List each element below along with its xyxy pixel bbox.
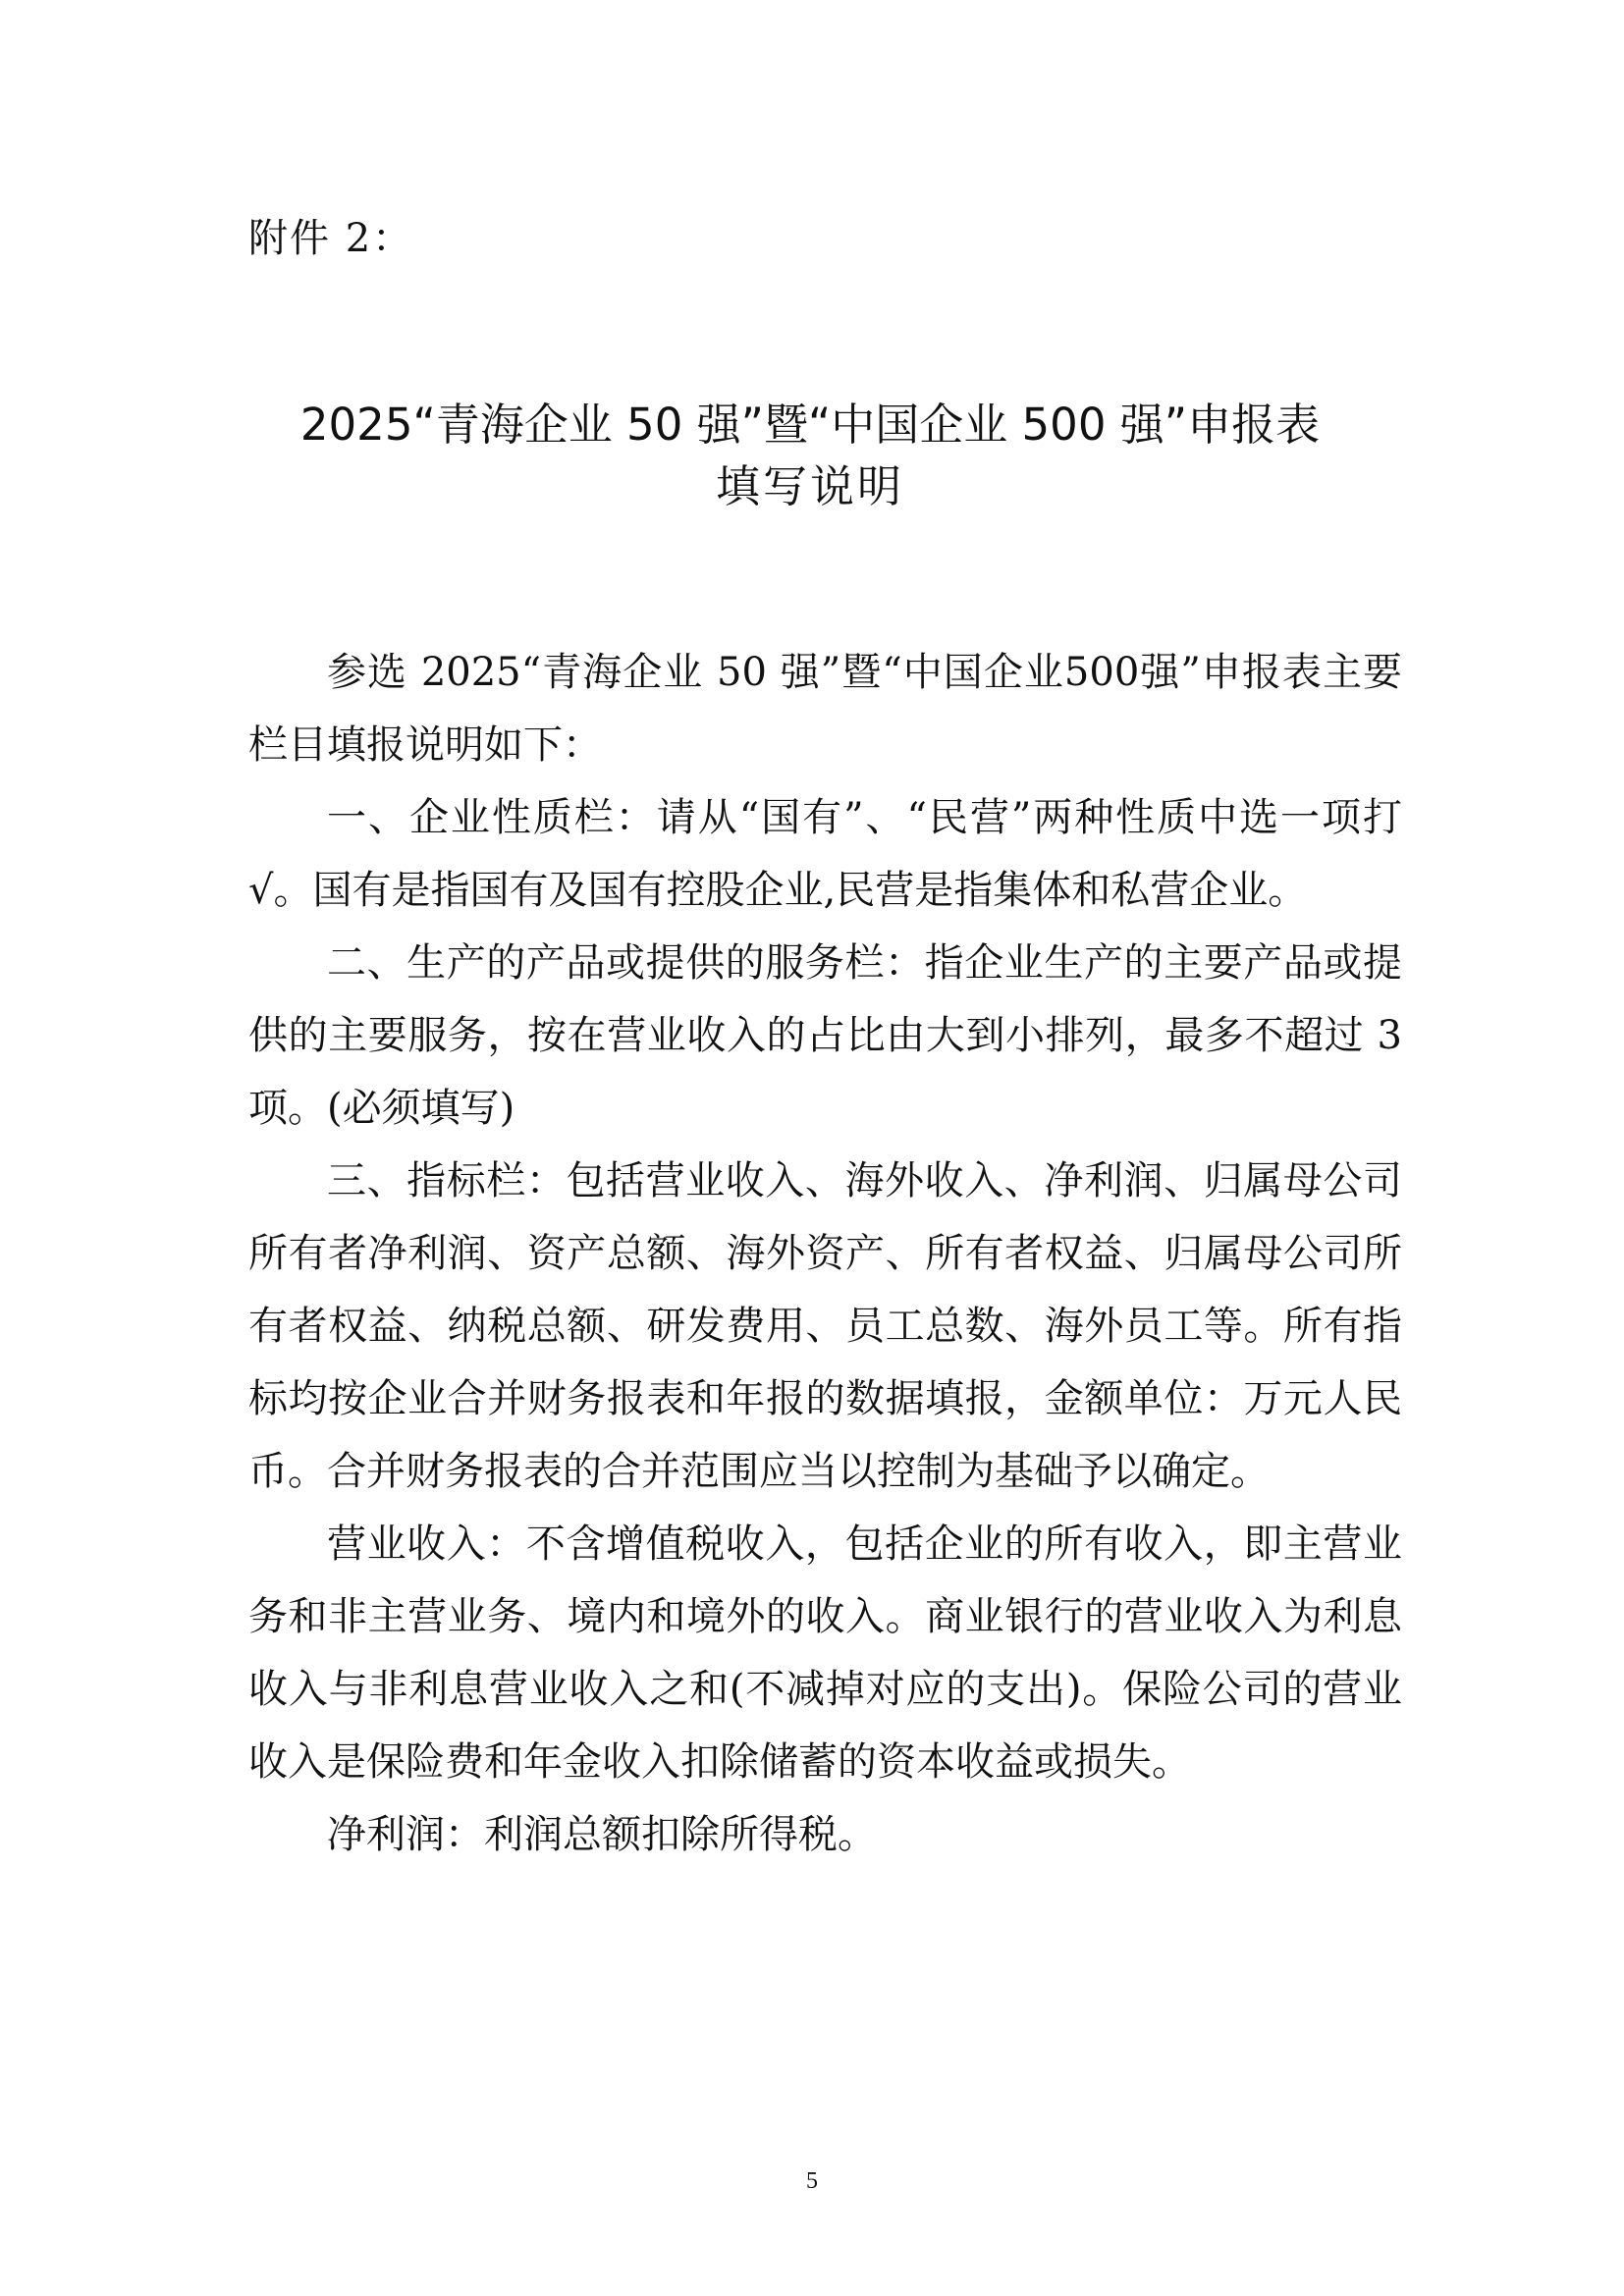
document-title-line-2: 填写说明 — [715, 460, 904, 512]
document-body — [248, 636, 1402, 1871]
page-number: 5 — [806, 2168, 818, 2194]
document-title-line-1: 2025“青海企业 50 强”暨“中国企业 500 强”申报表 — [299, 399, 1321, 451]
paragraph-operating-revenue: 营业收入：不含增值税收入，包括企业的所有收入，即主营业务和非主营业务、境内和境外的收入。商业银行的营业收入为利息收入与非利息营业收入之和(不减掉对应的支出)。保险公司的营业收入是保险费和年金收入扣除储蓄的资本收益或损失。 — [248, 1522, 1402, 1785]
paragraph-products-services: 二、生产的产品或提供的服务栏：指企业生产的主要产品或提供的主要服务，按在营业收入的占比由大到小排列，最多不超过 3 项。(必须填写) — [248, 940, 1402, 1131]
paragraph-intro: 参选 2025“青海企业 50 强”暨“中国企业500强”申报表主要栏目填报说明如下： — [248, 650, 1402, 768]
paragraph-net-profit: 净利润：利润总额扣除所得税。 — [327, 1812, 877, 1857]
paragraph-indicators: 三、指标栏：包括营业收入、海外收入、净利润、归属母公司所有者净利润、资产总额、海外资产、所有者权益、归属母公司所有者权益、纳税总额、研发费用、员工总数、海外员工等。所有指标均按企业合并财务报表和年报的数据填报，金额单位：万元人民币。合并财务报表的合并范围应当以控制为基础予以确定。 — [248, 1158, 1402, 1494]
attachment-label: 附件 2： — [248, 216, 414, 261]
paragraph-enterprise-nature: 一、企业性质栏：请从“国有”、“民营”两种性质中选一项打√。国有是指国有及国有控股企业,民营是指集体和私营企业。 — [248, 795, 1402, 913]
